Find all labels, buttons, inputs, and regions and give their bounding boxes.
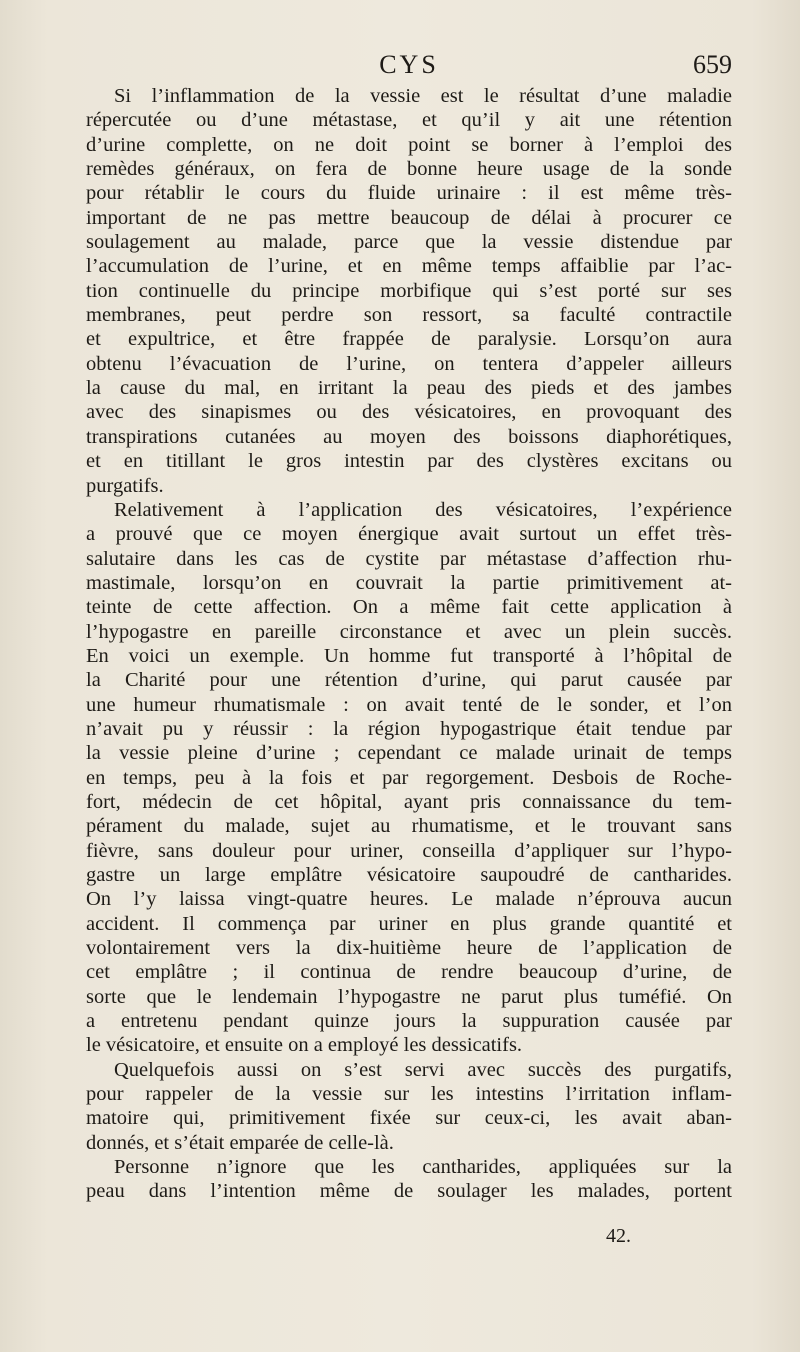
text-line: Quelquefois aussi on s’est servi avec succès des purgatifs, [114, 1058, 732, 1081]
text-line: obtenu l’évacuation de l’urine, on tentera d’appeler ailleurs [86, 352, 732, 375]
body-text [86, 84, 732, 1204]
text-line: important de ne pas mettre beaucoup de délai à procurer ce [86, 206, 732, 229]
text-line: n’avait pu y réussir : la région hypogastrique était tendue par [86, 717, 732, 740]
text-line: transpirations cutanées au moyen des boissons diaphorétiques, [86, 425, 732, 448]
text-line: volontairement vers la dix-huitième heure de l’application de [86, 937, 732, 960]
running-title: CYS [379, 50, 439, 79]
text-line: purgatifs. [86, 474, 164, 497]
text-line: l’accumulation de l’urine, et en même temps affaiblie par l’ac- [86, 255, 732, 278]
text-line: accident. Il commença par uriner en plus grande quantité et [86, 912, 732, 935]
text-line: peau dans l’intention même de soulager les malades, portent [86, 1180, 732, 1203]
text-line: la cause du mal, en irritant la peau des pieds et des jambes [86, 377, 732, 400]
text-line: pour rétablir le cours du fluide urinaire : il est même très- [86, 182, 732, 205]
text-line: pour rappeler de la vessie sur les intestins l’irritation inflam- [86, 1083, 732, 1106]
text-line: fièvre, sans douleur pour uriner, conseilla d’appliquer sur l’hypo- [86, 839, 732, 862]
text-line: remèdes généraux, on fera de bonne heure usage de la sonde [86, 158, 732, 181]
text-line: membranes, peut perdre son ressort, sa faculté contractile [86, 304, 732, 327]
text-line: On l’y laissa vingt-quatre heures. Le malade n’éprouva aucun [86, 888, 732, 911]
running-head [86, 48, 732, 82]
text-line: mastimale, lorsqu’on en couvrait la partie primitivement at- [86, 571, 732, 594]
text-line: la vessie pleine d’urine ; cependant ce malade urinait de temps [86, 742, 732, 765]
text-line: En voici un exemple. Un homme fut transporté à l’hôpital de [86, 644, 732, 667]
page-number: 659 [693, 50, 732, 79]
text-line: avec des sinapismes ou des vésicatoires, en provoquant des [86, 401, 732, 424]
text-line: a entretenu pendant quinze jours la suppuration causée par [86, 1010, 732, 1033]
text-line: Si l’inflammation de la vessie est le résultat d’une maladie [114, 85, 732, 107]
text-line: donnés, et s’était emparée de celle-là. [86, 1131, 394, 1154]
text-line: d’urine complette, on ne doit point se borner à l’emploi des [86, 133, 732, 156]
text-line: Personne n’ignore que les cantharides, appliquées sur la [114, 1156, 732, 1179]
text-line: fort, médecin de cet hôpital, ayant pris connaissance du tem- [86, 790, 732, 813]
signature-mark: 42. [606, 1225, 631, 1247]
text-line: pérament du malade, sujet au rhumatisme, et le trouvant sans [86, 815, 732, 838]
text-line: soulagement au malade, parce que la vessie distendue par [86, 231, 732, 254]
text-line: Relativement à l’application des vésicatoires, l’expérience [114, 498, 732, 521]
text-line: la Charité pour une rétention d’urine, qui parut causée par [86, 669, 732, 692]
text-line: tion continuelle du principe morbifique qui s’est porté sur ses [86, 279, 732, 302]
text-line: teinte de cette affection. On a même fait cette application à [86, 596, 732, 619]
text-line: et en titillant le gros intestin par des clystères excitans ou [86, 450, 732, 473]
paragraph-4 [86, 1155, 732, 1204]
text-line: une humeur rhumatismale : on avait tenté de le sonder, et l’on [86, 693, 732, 716]
text-line: l’hypogastre en pareille circonstance et avec un plein succès. [86, 620, 732, 643]
text-line: répercutée ou d’une métastase, et qu’il y ait une rétention [86, 109, 732, 132]
paragraph-1 [86, 84, 732, 498]
paragraph-3 [86, 1058, 732, 1155]
text-line: a prouvé que ce moyen énergique avait surtout un effet très- [86, 523, 732, 546]
text-line: le vésicatoire, et ensuite on a employé les dessicatifs. [86, 1034, 523, 1057]
text-line: cet emplâtre ; il continua de rendre beaucoup d’urine, de [86, 961, 732, 984]
text-line: et expultrice, et être frappée de paralysie. Lorsqu’on aura [86, 328, 732, 351]
text-line: gastre un large emplâtre vésicatoire saupoudré de cantharides. [86, 864, 732, 886]
text-line: salutaire dans les cas de cystite par métastase d’affection rhu- [86, 547, 732, 570]
text-line: sorte que le lendemain l’hypogastre ne parut plus tuméfié. On [86, 985, 732, 1008]
paragraph-2 [86, 498, 732, 1058]
text-line: en temps, peu à la fois et par regorgement. Desbois de Roche- [86, 766, 732, 789]
text-line: matoire qui, primitivement fixée sur ceux-ci, les avait aban- [86, 1107, 732, 1130]
